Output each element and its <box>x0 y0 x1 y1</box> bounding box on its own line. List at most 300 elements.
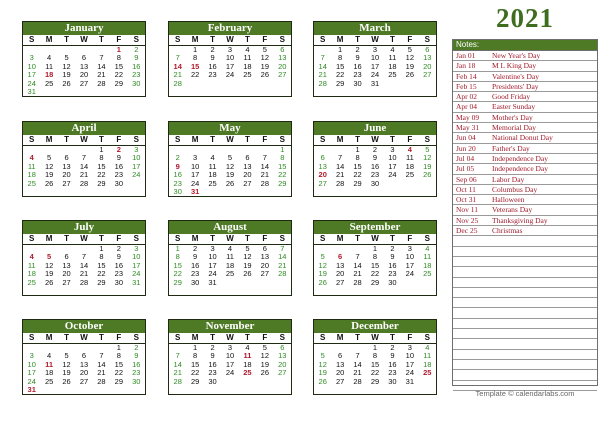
day-cell: 3 <box>29 351 34 361</box>
day-cell: 20 <box>278 61 287 71</box>
month-title: June <box>314 122 436 135</box>
weekday-label: T <box>98 234 104 243</box>
day-cell: 28 <box>173 376 182 386</box>
month-title: February <box>169 22 291 35</box>
day-cell: 10 <box>208 252 217 262</box>
day-cell: 11 <box>27 260 36 270</box>
day-cell: 22 <box>335 70 345 80</box>
weekday-label: T <box>389 333 395 342</box>
day-cell: 20 <box>335 269 345 279</box>
day-cell: 11 <box>45 61 54 71</box>
day-cell: 24 <box>405 368 415 378</box>
weekday-label: S <box>133 135 139 144</box>
day-cell: 29 <box>97 178 106 188</box>
weekday-label: T <box>355 135 360 144</box>
day-cell: 14 <box>278 252 287 262</box>
day-grid <box>169 46 291 88</box>
day-cell: 17 <box>190 170 200 180</box>
day-cell: 19 <box>44 170 54 180</box>
day-cell: 6 <box>425 45 430 54</box>
day-cell: 8 <box>338 53 343 63</box>
day-cell: 5 <box>47 153 52 163</box>
day-cell: 11 <box>243 351 252 361</box>
day-cell: 25 <box>388 70 397 80</box>
day-cell: 8 <box>175 252 180 262</box>
holiday-date: May 31 <box>456 123 480 133</box>
weekday-label: F <box>407 35 413 44</box>
day-cell: 9 <box>390 351 395 361</box>
day-cell: 9 <box>210 351 215 361</box>
weekday-label: F <box>407 333 413 342</box>
day-cell: 13 <box>335 260 345 270</box>
day-cell: 14 <box>353 359 362 369</box>
day-cell: 15 <box>370 260 380 270</box>
weekday-label: T <box>389 234 395 243</box>
day-cell: 26 <box>243 269 252 279</box>
notes-header: Notes: <box>453 40 597 51</box>
weekday-label: F <box>262 135 268 144</box>
day-cell: 4 <box>29 252 34 262</box>
day-cell: 4 <box>390 45 395 54</box>
day-cell: 26 <box>225 178 235 188</box>
month-title: April <box>23 122 145 135</box>
day-cell: 30 <box>190 277 200 287</box>
day-cell: 21 <box>97 70 106 80</box>
day-cell: 19 <box>62 368 71 378</box>
day-cell: 11 <box>243 53 252 63</box>
day-cell: 29 <box>173 277 182 287</box>
weekday-label: W <box>80 135 88 144</box>
day-cell: 16 <box>114 260 124 270</box>
day-cell: 12 <box>318 359 327 369</box>
day-cell: 7 <box>320 53 325 63</box>
day-cell: 15 <box>114 61 124 71</box>
weekday-label: S <box>424 135 430 144</box>
weekday-label: F <box>407 234 413 243</box>
day-cell: 24 <box>370 70 380 80</box>
month-september <box>313 220 437 296</box>
day-cell: 16 <box>388 260 397 270</box>
weekday-label: T <box>98 333 104 342</box>
day-cell: 14 <box>97 61 106 71</box>
month-title: November <box>169 320 291 333</box>
day-cell: 9 <box>355 53 360 63</box>
day-cell: 25 <box>243 368 252 378</box>
day-cell: 4 <box>245 343 250 352</box>
holiday-date: Apr 02 <box>456 92 478 102</box>
weekday-header-row <box>169 135 291 146</box>
holiday-name: Easter Sunday <box>492 102 536 112</box>
day-cell: 10 <box>225 351 235 361</box>
weekday-label: W <box>371 135 379 144</box>
day-cell: 13 <box>79 359 89 369</box>
holiday-date: Jul 05 <box>456 164 475 174</box>
day-cell: 15 <box>97 161 106 171</box>
day-cell: 23 <box>208 70 217 80</box>
holiday-name: Father's Day <box>492 143 530 153</box>
note-row <box>453 205 597 215</box>
day-cell: 5 <box>425 145 430 154</box>
holiday-date: Sep 06 <box>456 174 477 184</box>
day-cell: 1 <box>338 45 343 54</box>
day-cell: 31 <box>405 376 415 386</box>
holiday-date: Oct 11 <box>456 184 476 194</box>
weekday-label: S <box>320 234 326 243</box>
weekday-label: T <box>355 35 360 44</box>
holiday-date: Jan 01 <box>456 51 476 60</box>
weekday-label: M <box>45 135 53 144</box>
day-cell: 7 <box>355 252 360 262</box>
day-cell: 6 <box>320 153 325 163</box>
day-cell: 15 <box>190 359 200 369</box>
day-cell: 12 <box>260 351 270 361</box>
day-cell: 30 <box>132 78 141 88</box>
day-cell: 1 <box>280 145 285 154</box>
day-cell: 30 <box>114 178 124 188</box>
day-cell: 2 <box>390 244 395 253</box>
day-cell: 11 <box>27 161 36 171</box>
month-title: September <box>314 221 436 234</box>
weekday-label: S <box>29 234 35 243</box>
month-june <box>313 121 437 197</box>
holiday-name: Veterans Day <box>492 205 533 215</box>
day-cell: 14 <box>79 161 89 171</box>
weekday-label: F <box>116 135 122 144</box>
holiday-name: Labor Day <box>492 174 525 184</box>
day-cell: 6 <box>280 343 285 352</box>
day-grid <box>23 344 145 394</box>
day-cell: 20 <box>62 170 71 180</box>
day-cell: 23 <box>190 269 200 279</box>
day-cell: 16 <box>208 359 217 369</box>
day-cell: 23 <box>114 269 124 279</box>
weekday-label: T <box>355 234 360 243</box>
day-cell: 21 <box>318 70 327 80</box>
weekday-label: F <box>116 234 122 243</box>
day-cell: 3 <box>134 244 139 253</box>
day-cell: 14 <box>353 260 362 270</box>
day-cell: 29 <box>114 78 124 88</box>
weekday-label: M <box>191 333 199 342</box>
holiday-date: Jul 04 <box>456 153 475 163</box>
day-cell: 15 <box>335 61 345 71</box>
day-cell: 8 <box>280 153 285 163</box>
month-november <box>168 319 292 395</box>
day-cell: 21 <box>353 368 362 378</box>
holiday-date: Apr 04 <box>456 102 478 112</box>
day-cell: 13 <box>335 359 345 369</box>
day-cell: 26 <box>318 376 327 386</box>
weekday-label: M <box>336 35 344 44</box>
note-row <box>453 92 597 102</box>
day-cell: 21 <box>335 170 345 180</box>
day-cell: 13 <box>423 53 432 63</box>
day-cell: 2 <box>210 45 215 54</box>
template-credit: Template © calendarlabs.com <box>475 389 575 398</box>
day-cell: 7 <box>262 153 267 163</box>
day-cell: 17 <box>27 368 36 378</box>
weekday-label: T <box>244 333 250 342</box>
weekday-label: S <box>29 35 35 44</box>
day-cell: 1 <box>116 45 121 54</box>
day-cell: 10 <box>405 252 415 262</box>
holiday-date: Jun 04 <box>456 133 476 143</box>
weekday-label: T <box>64 234 69 243</box>
day-cell: 5 <box>262 343 267 352</box>
day-cell: 8 <box>99 252 104 262</box>
day-cell: 17 <box>225 359 235 369</box>
day-cell: 17 <box>208 260 217 270</box>
weekday-label: F <box>262 234 268 243</box>
day-cell: 30 <box>388 376 397 386</box>
day-cell: 27 <box>62 178 71 188</box>
day-cell: 5 <box>407 45 412 54</box>
day-cell: 18 <box>44 70 54 80</box>
day-cell: 22 <box>97 170 106 180</box>
note-row <box>453 216 597 226</box>
day-cell: 24 <box>27 376 36 386</box>
day-cell: 7 <box>280 244 285 253</box>
day-cell: 9 <box>134 53 139 63</box>
day-cell: 18 <box>243 359 252 369</box>
day-cell: 30 <box>370 178 380 188</box>
day-cell: 12 <box>318 260 327 270</box>
day-cell: 9 <box>175 161 180 171</box>
holiday-name: Good Friday <box>492 92 531 102</box>
weekday-label: T <box>244 35 250 44</box>
weekday-label: T <box>64 135 69 144</box>
note-row <box>453 133 597 143</box>
day-cell: 28 <box>79 277 89 287</box>
weekday-label: S <box>279 35 285 44</box>
day-cell: 27 <box>278 70 287 80</box>
day-cell: 12 <box>405 53 415 63</box>
day-cell: 31 <box>370 78 380 88</box>
day-cell: 31 <box>27 384 36 394</box>
weekday-label: S <box>279 333 285 342</box>
day-cell: 25 <box>243 70 252 80</box>
holiday-name: Columbus Day <box>492 184 538 194</box>
day-cell: 20 <box>423 61 432 71</box>
weekday-label: T <box>98 35 104 44</box>
weekday-label: M <box>336 135 344 144</box>
note-row <box>453 288 597 298</box>
day-cell: 31 <box>190 186 200 196</box>
weekday-label: S <box>424 35 430 44</box>
day-cell: 18 <box>27 269 36 279</box>
day-cell: 20 <box>62 269 71 279</box>
holiday-name: Christmas <box>492 226 523 236</box>
day-cell: 14 <box>318 61 327 71</box>
day-cell: 18 <box>388 61 397 71</box>
day-cell: 17 <box>405 359 415 369</box>
note-row <box>453 175 597 185</box>
day-cell: 7 <box>175 53 180 63</box>
note-row <box>453 185 597 195</box>
day-cell: 27 <box>79 78 89 88</box>
day-cell: 17 <box>370 61 380 71</box>
day-cell: 8 <box>372 252 378 262</box>
month-title: August <box>169 221 291 234</box>
holiday-name: Presidents' Day <box>492 81 539 91</box>
day-cell: 13 <box>318 161 327 171</box>
weekday-label: M <box>191 35 199 44</box>
day-cell: 12 <box>62 61 71 71</box>
note-row <box>453 257 597 267</box>
day-cell: 11 <box>423 252 432 262</box>
day-cell: 21 <box>79 269 89 279</box>
day-cell: 26 <box>62 78 71 88</box>
note-row <box>453 360 597 370</box>
day-cell: 13 <box>278 351 287 361</box>
day-cell: 24 <box>388 170 397 180</box>
note-row <box>453 72 597 82</box>
day-cell: 20 <box>79 368 89 378</box>
day-cell: 9 <box>116 153 121 163</box>
day-cell: 5 <box>47 252 52 262</box>
note-row <box>453 308 597 318</box>
day-cell: 19 <box>318 269 327 279</box>
day-cell: 19 <box>260 359 270 369</box>
day-cell: 26 <box>260 70 270 80</box>
day-cell: 26 <box>44 178 54 188</box>
day-cell: 14 <box>260 161 270 171</box>
month-may <box>168 121 292 197</box>
day-cell: 29 <box>97 277 106 287</box>
weekday-label: F <box>407 135 413 144</box>
day-cell: 27 <box>260 269 270 279</box>
day-cell: 17 <box>27 70 36 80</box>
weekday-label: W <box>226 333 234 342</box>
day-cell: 6 <box>81 53 87 63</box>
day-cell: 20 <box>335 368 345 378</box>
day-cell: 5 <box>320 351 325 361</box>
day-cell: 17 <box>405 260 415 270</box>
weekday-label: T <box>210 135 215 144</box>
note-row <box>453 164 597 174</box>
day-cell: 14 <box>79 260 89 270</box>
day-cell: 27 <box>335 376 345 386</box>
day-cell: 6 <box>262 244 267 253</box>
day-cell: 7 <box>99 351 104 361</box>
day-cell: 16 <box>353 61 362 71</box>
weekday-label: S <box>175 135 181 144</box>
day-grid <box>23 146 145 188</box>
day-cell: 12 <box>423 153 432 163</box>
note-row <box>453 113 597 123</box>
day-grid <box>169 245 291 287</box>
day-cell: 27 <box>243 178 252 188</box>
month-title: October <box>23 320 145 333</box>
day-cell: 23 <box>114 170 124 180</box>
day-cell: 25 <box>405 170 415 180</box>
day-cell: 5 <box>227 153 233 163</box>
weekday-label: M <box>45 333 53 342</box>
day-cell: 18 <box>27 170 36 180</box>
weekday-label: T <box>98 135 104 144</box>
weekday-label: S <box>424 234 430 243</box>
day-cell: 4 <box>29 153 34 163</box>
day-cell: 24 <box>225 70 235 80</box>
weekday-label: T <box>244 135 250 144</box>
weekday-label: W <box>371 35 379 44</box>
day-cell: 11 <box>45 359 54 369</box>
notes-list <box>453 51 597 391</box>
holiday-date: Jun 20 <box>456 143 476 153</box>
day-cell: 22 <box>190 368 200 378</box>
note-row <box>453 123 597 133</box>
note-row <box>453 278 597 288</box>
day-cell: 16 <box>208 61 217 71</box>
holiday-name: Independence Day <box>492 164 549 174</box>
day-cell: 24 <box>132 269 141 279</box>
day-cell: 2 <box>134 45 139 54</box>
weekday-label: S <box>133 333 139 342</box>
weekday-label: T <box>210 333 215 342</box>
weekday-label: W <box>371 234 379 243</box>
day-cell: 21 <box>278 260 287 270</box>
day-cell: 28 <box>79 178 89 188</box>
day-cell: 9 <box>134 351 139 361</box>
day-cell: 25 <box>208 178 217 188</box>
day-cell: 12 <box>260 53 270 63</box>
day-cell: 4 <box>425 244 430 253</box>
day-cell: 27 <box>278 368 287 378</box>
weekday-label: T <box>389 35 395 44</box>
note-row <box>453 298 597 308</box>
day-cell: 25 <box>44 376 54 386</box>
day-cell: 10 <box>370 53 380 63</box>
day-cell: 28 <box>335 178 345 188</box>
day-cell: 3 <box>134 145 139 154</box>
weekday-label: F <box>116 35 122 44</box>
weekday-label: M <box>45 35 53 44</box>
day-cell: 14 <box>173 61 182 71</box>
day-cell: 19 <box>318 368 327 378</box>
notes-panel <box>452 39 598 386</box>
day-cell: 3 <box>372 45 378 54</box>
weekday-label: T <box>244 234 250 243</box>
day-cell: 22 <box>114 368 124 378</box>
weekday-header-row <box>23 135 145 146</box>
month-october <box>22 319 146 395</box>
day-cell: 19 <box>44 269 54 279</box>
day-cell: 30 <box>353 78 362 88</box>
day-cell: 29 <box>278 178 287 188</box>
day-cell: 27 <box>423 70 432 80</box>
day-cell: 9 <box>116 252 121 262</box>
holiday-date: Feb 15 <box>456 81 477 91</box>
day-cell: 8 <box>116 351 121 361</box>
day-cell: 5 <box>245 244 250 253</box>
day-cell: 26 <box>318 277 327 287</box>
day-cell: 22 <box>173 269 182 279</box>
weekday-label: T <box>64 35 69 44</box>
day-cell: 8 <box>355 153 360 163</box>
day-cell: 13 <box>278 53 287 63</box>
holiday-date: Dec 25 <box>456 226 478 236</box>
month-february <box>168 21 292 97</box>
day-cell: 16 <box>114 161 124 171</box>
day-cell: 4 <box>47 53 52 63</box>
note-row <box>453 236 597 246</box>
day-cell: 25 <box>27 277 36 287</box>
day-cell: 10 <box>190 161 200 171</box>
day-cell: 7 <box>81 153 87 163</box>
day-cell: 1 <box>193 45 198 54</box>
day-grid <box>314 146 436 188</box>
day-cell: 22 <box>370 269 380 279</box>
